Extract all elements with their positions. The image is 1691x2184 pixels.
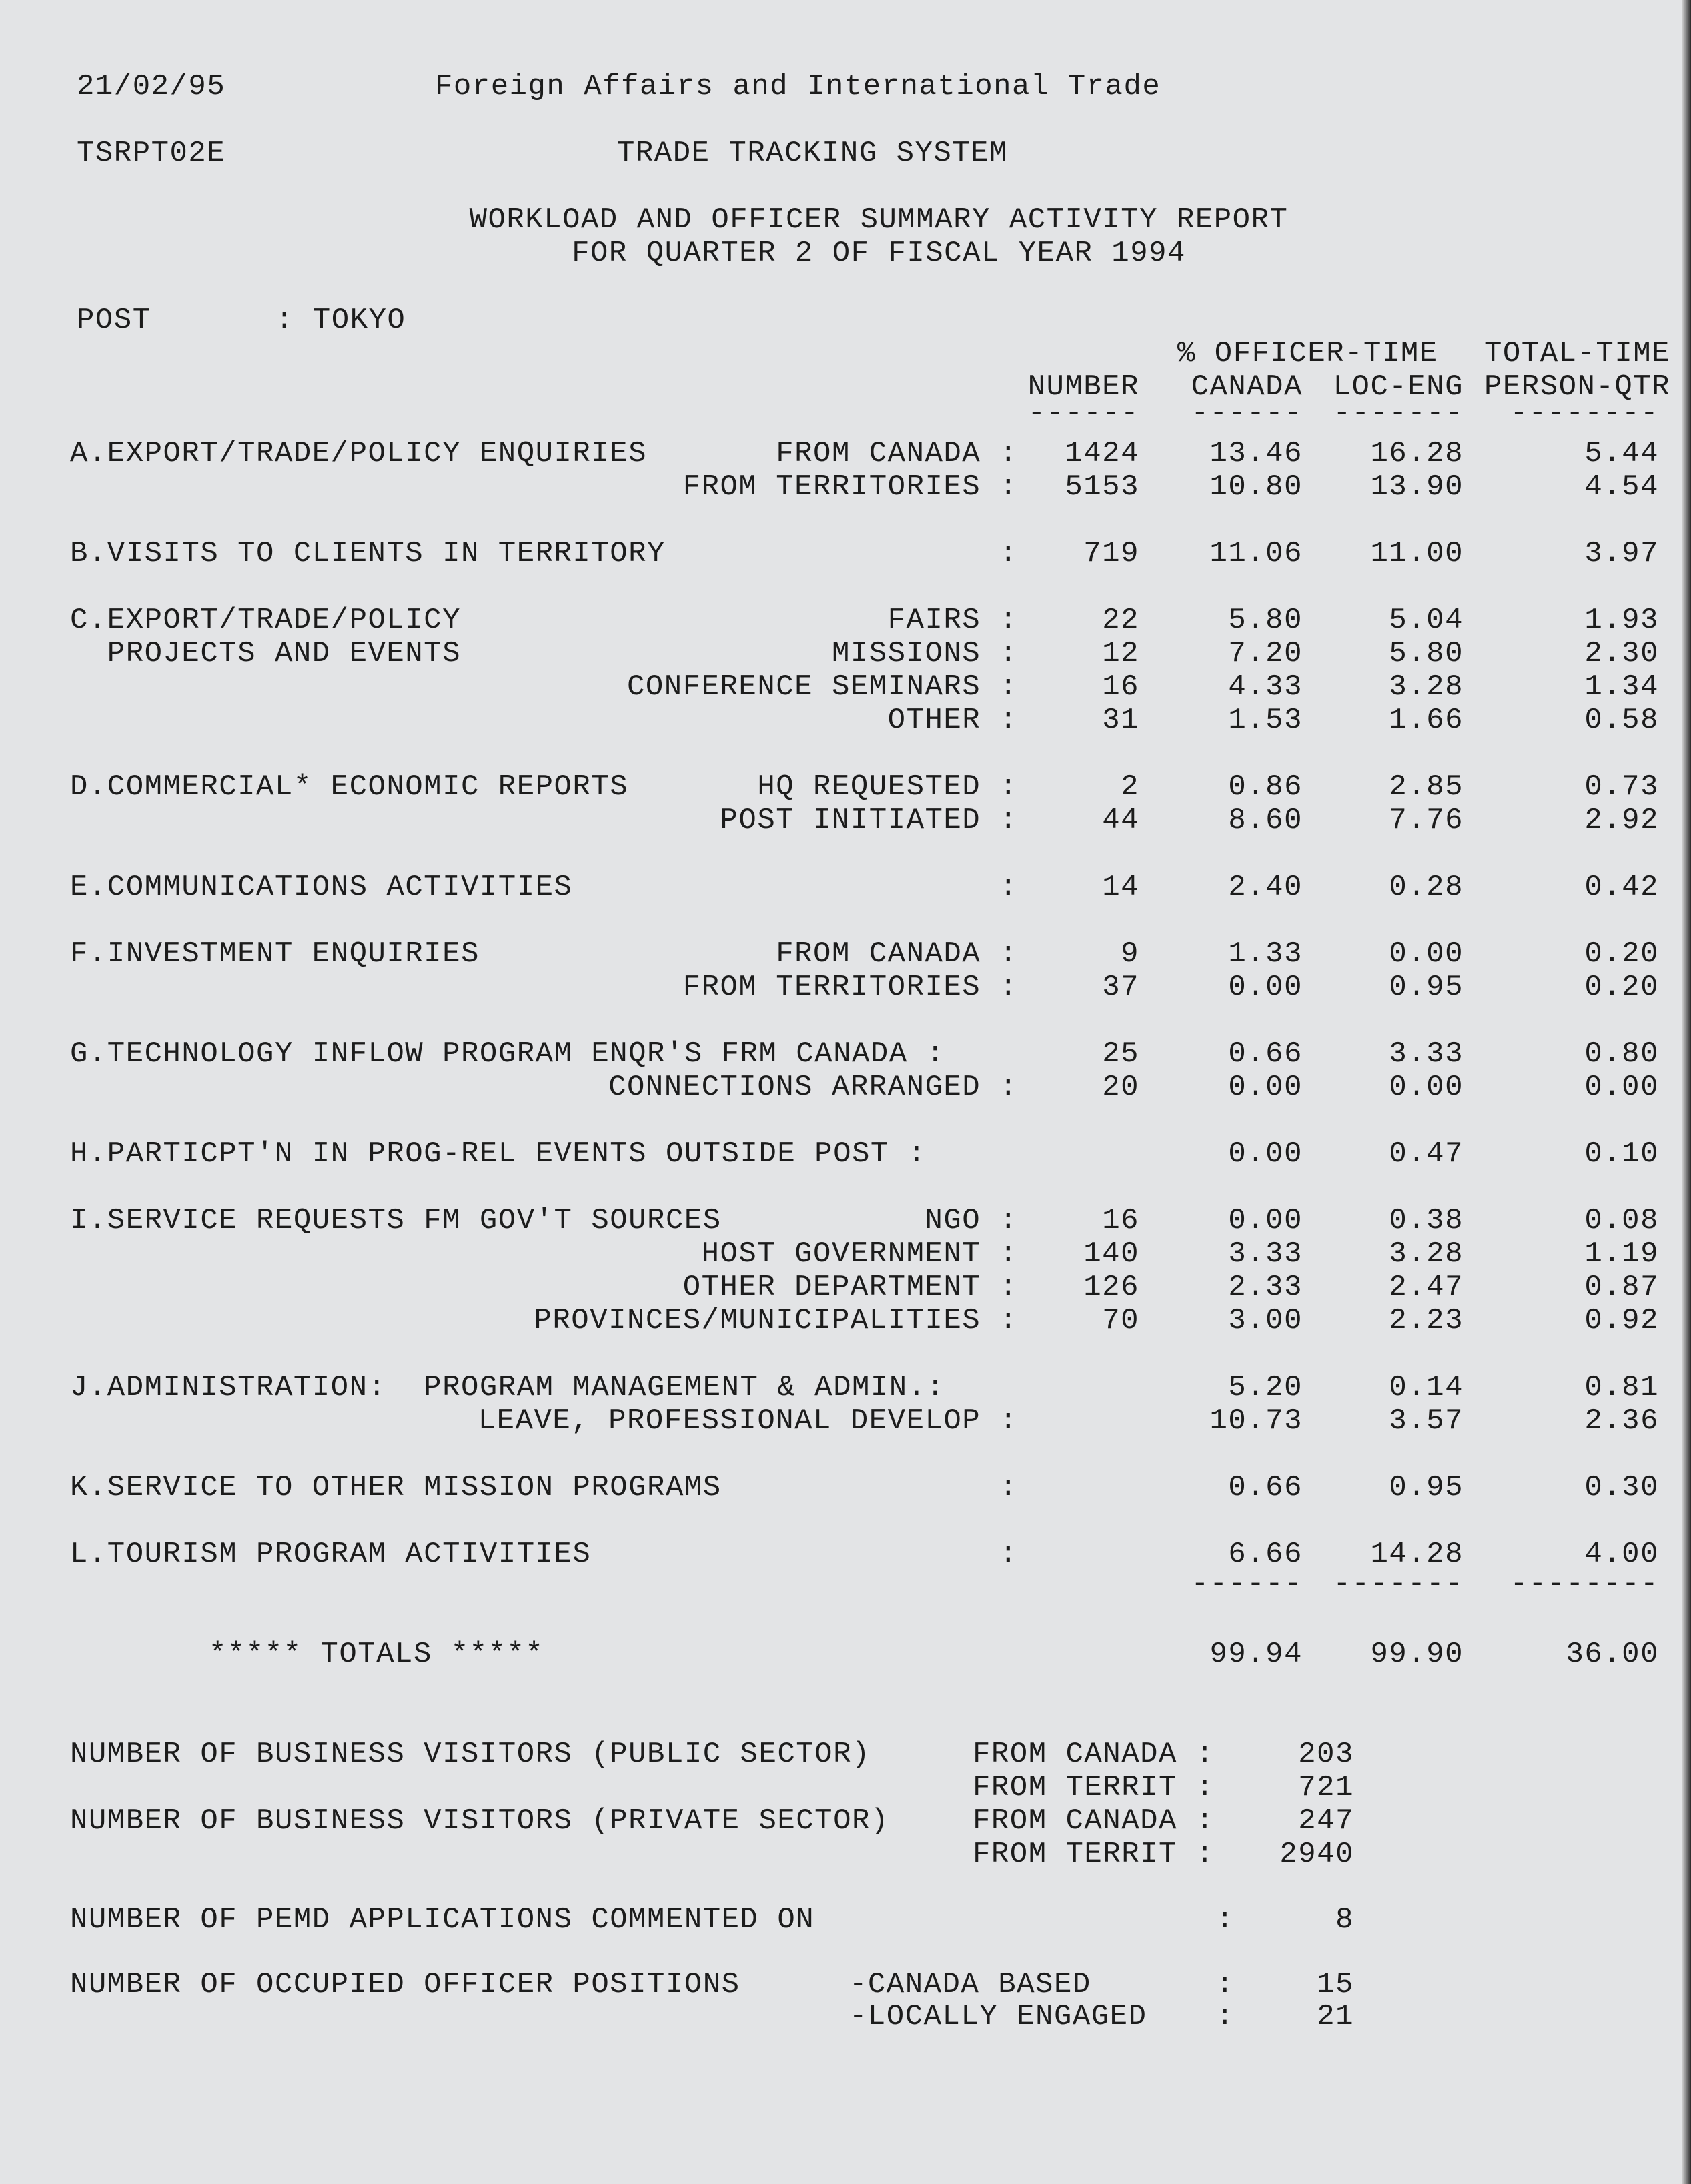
row-canada-pct: 11.06	[1209, 537, 1303, 570]
row-loc-eng-pct: 1.66	[1389, 704, 1464, 737]
pemd-value: 8	[1335, 1903, 1354, 1937]
row-loc-eng-pct: 3.28	[1389, 670, 1464, 704]
row-subcategory: MISSIONS :	[831, 637, 1018, 670]
locally-engaged-colon: :	[1216, 2000, 1235, 2033]
row-number: 31	[1102, 704, 1139, 737]
pemd-colon: :	[1216, 1903, 1235, 1937]
private-from-territ-value: 2940	[1279, 1838, 1354, 1871]
row-loc-eng-pct: 5.04	[1389, 604, 1464, 637]
rule-number: ------	[1027, 397, 1139, 430]
row-category: K.SERVICE TO OTHER MISSION PROGRAMS	[70, 1471, 722, 1504]
row-canada-pct: 0.66	[1228, 1471, 1303, 1504]
row-category: J.ADMINISTRATION: PROGRAM MANAGEMENT & ADMIN.:	[70, 1371, 945, 1404]
department-name: Foreign Affairs and International Trade	[435, 70, 1161, 103]
row-canada-pct: 5.20	[1228, 1371, 1303, 1404]
row-canada-pct: 2.33	[1228, 1271, 1303, 1304]
row-canada-pct: 2.40	[1228, 871, 1303, 904]
row-number: 16	[1102, 1204, 1139, 1237]
private-from-canada-label: FROM CANADA :	[973, 1804, 1215, 1838]
row-subcategory: HQ REQUESTED :	[757, 770, 1018, 804]
column-person-qtr: PERSON-QTR	[1484, 370, 1671, 404]
canada-based-label: -CANADA BASED	[849, 1968, 1091, 2001]
row-subcategory: FROM TERRITORIES :	[682, 470, 1018, 504]
row-subcategory: LEAVE, PROFESSIONAL DEVELOP :	[478, 1404, 1018, 1438]
totals-rule-loc-eng: -------	[1333, 1568, 1464, 1601]
row-number: 70	[1102, 1304, 1139, 1337]
post-value: : TOKYO	[275, 304, 406, 337]
row-person-qtr: 5.44	[1584, 437, 1659, 470]
row-canada-pct: 0.86	[1228, 770, 1303, 804]
row-person-qtr: 2.92	[1584, 804, 1659, 837]
column-number: NUMBER	[1027, 370, 1139, 404]
row-person-qtr: 0.42	[1584, 871, 1659, 904]
row-canada-pct: 7.20	[1228, 637, 1303, 670]
public-from-canada-value: 203	[1298, 1738, 1354, 1771]
row-person-qtr: 3.97	[1584, 537, 1659, 570]
totals-loc-eng: 99.90	[1370, 1638, 1464, 1671]
row-canada-pct: 10.73	[1209, 1404, 1303, 1438]
row-number: 22	[1102, 604, 1139, 637]
row-subcategory: OTHER DEPARTMENT :	[682, 1271, 1018, 1304]
row-person-qtr: 0.58	[1584, 704, 1659, 737]
row-number: 16	[1102, 670, 1139, 704]
row-person-qtr: 4.00	[1584, 1538, 1659, 1571]
row-canada-pct: 1.53	[1228, 704, 1303, 737]
row-loc-eng-pct: 0.38	[1389, 1204, 1464, 1237]
row-person-qtr: 0.92	[1584, 1304, 1659, 1337]
column-loc-eng: LOC-ENG	[1333, 370, 1464, 404]
row-person-qtr: 0.80	[1584, 1037, 1659, 1071]
row-subcategory: CONNECTIONS ARRANGED :	[608, 1071, 1018, 1104]
row-person-qtr: 1.19	[1584, 1237, 1659, 1271]
row-subcategory: FROM CANADA :	[776, 937, 1018, 971]
row-loc-eng-pct: 0.95	[1389, 1471, 1464, 1504]
row-subcategory: FROM CANADA :	[776, 437, 1018, 470]
page-edge-shadow	[1682, 0, 1691, 2184]
locally-engaged-value: 21	[1317, 2000, 1354, 2033]
row-loc-eng-pct: 14.28	[1370, 1538, 1464, 1571]
totals-person-qtr: 36.00	[1566, 1638, 1659, 1671]
row-subcategory: POST INITIATED :	[720, 804, 1018, 837]
officer-time-header: % OFFICER-TIME	[1177, 337, 1438, 370]
row-subcategory: FROM TERRITORIES :	[682, 971, 1018, 1004]
row-person-qtr: 0.00	[1584, 1071, 1659, 1104]
row-canada-pct: 3.33	[1228, 1237, 1303, 1271]
row-person-qtr: 0.10	[1584, 1137, 1659, 1171]
row-category: A.EXPORT/TRADE/POLICY ENQUIRIES	[70, 437, 648, 470]
row-loc-eng-pct: 11.00	[1370, 537, 1464, 570]
row-number: 25	[1102, 1037, 1139, 1071]
row-subcategory: PROVINCES/MUNICIPALITIES :	[534, 1304, 1018, 1337]
row-category: F.INVESTMENT ENQUIRIES	[70, 937, 480, 971]
column-canada: CANADA	[1191, 370, 1303, 404]
public-from-territ-value: 721	[1298, 1771, 1354, 1804]
row-loc-eng-pct: 0.28	[1389, 871, 1464, 904]
row-number: 37	[1102, 971, 1139, 1004]
row-canada-pct: 0.66	[1228, 1037, 1303, 1071]
totals-label: ***** TOTALS *****	[209, 1638, 544, 1671]
rule-person-qtr: --------	[1510, 397, 1659, 430]
row-category: D.COMMERCIAL* ECONOMIC REPORTS	[70, 770, 629, 804]
row-loc-eng-pct: 2.85	[1389, 770, 1464, 804]
row-person-qtr: 2.36	[1584, 1404, 1659, 1438]
report-title: WORKLOAD AND OFFICER SUMMARY ACTIVITY REPORT	[469, 203, 1289, 237]
row-number: 2	[1121, 770, 1139, 804]
totals-rule-person-qtr: --------	[1510, 1568, 1659, 1601]
row-subcategory: :	[999, 1538, 1018, 1571]
row-person-qtr: 0.81	[1584, 1371, 1659, 1404]
rule-loc-eng: -------	[1333, 397, 1464, 430]
row-person-qtr: 0.20	[1584, 971, 1659, 1004]
private-from-territ-label: FROM TERRIT :	[973, 1838, 1215, 1871]
row-person-qtr: 1.93	[1584, 604, 1659, 637]
row-person-qtr: 2.30	[1584, 637, 1659, 670]
row-subcategory: OTHER :	[887, 704, 1018, 737]
row-number: 5153	[1065, 470, 1139, 504]
row-number: 1424	[1065, 437, 1139, 470]
row-loc-eng-pct: 0.00	[1389, 1071, 1464, 1104]
row-number: 12	[1102, 637, 1139, 670]
row-canada-pct: 10.80	[1209, 470, 1303, 504]
row-number: 9	[1121, 937, 1139, 971]
row-loc-eng-pct: 5.80	[1389, 637, 1464, 670]
row-canada-pct: 13.46	[1209, 437, 1303, 470]
system-name: TRADE TRACKING SYSTEM	[617, 137, 1008, 170]
row-canada-pct: 5.80	[1228, 604, 1303, 637]
rule-canada: ------	[1191, 397, 1303, 430]
canada-based-colon: :	[1216, 1968, 1235, 2001]
row-loc-eng-pct: 16.28	[1370, 437, 1464, 470]
row-loc-eng-pct: 2.23	[1389, 1304, 1464, 1337]
row-person-qtr: 0.30	[1584, 1471, 1659, 1504]
row-category: B.VISITS TO CLIENTS IN TERRITORY	[70, 537, 666, 570]
locally-engaged-label: -LOCALLY ENGAGED	[849, 2000, 1147, 2033]
row-category: PROJECTS AND EVENTS	[70, 637, 461, 670]
row-number: 719	[1083, 537, 1139, 570]
row-number: 14	[1102, 871, 1139, 904]
row-category: E.COMMUNICATIONS ACTIVITIES	[70, 871, 573, 904]
totals-canada: 99.94	[1209, 1638, 1303, 1671]
row-category: H.PARTICPT'N IN PROG-REL EVENTS OUTSIDE POST :	[70, 1137, 927, 1171]
positions-label: NUMBER OF OCCUPIED OFFICER POSITIONS	[70, 1968, 740, 2001]
report-date: 21/02/95	[77, 70, 226, 103]
row-subcategory: NGO :	[925, 1204, 1018, 1237]
row-canada-pct: 6.66	[1228, 1538, 1303, 1571]
row-number: 140	[1083, 1237, 1139, 1271]
row-category: L.TOURISM PROGRAM ACTIVITIES	[70, 1538, 592, 1571]
row-number: 20	[1102, 1071, 1139, 1104]
row-loc-eng-pct: 0.95	[1389, 971, 1464, 1004]
row-canada-pct: 4.33	[1228, 670, 1303, 704]
private-visitors-label: NUMBER OF BUSINESS VISITORS (PRIVATE SECTOR)	[70, 1804, 889, 1838]
post-label: POST	[77, 304, 151, 337]
row-person-qtr: 0.20	[1584, 937, 1659, 971]
row-loc-eng-pct: 0.47	[1389, 1137, 1464, 1171]
row-person-qtr: 0.87	[1584, 1271, 1659, 1304]
total-time-header: TOTAL-TIME	[1484, 337, 1671, 370]
row-loc-eng-pct: 2.47	[1389, 1271, 1464, 1304]
row-person-qtr: 4.54	[1584, 470, 1659, 504]
row-canada-pct: 0.00	[1228, 1137, 1303, 1171]
private-from-canada-value: 247	[1298, 1804, 1354, 1838]
public-from-canada-label: FROM CANADA :	[973, 1738, 1215, 1771]
row-person-qtr: 0.73	[1584, 770, 1659, 804]
canada-based-value: 15	[1317, 1968, 1354, 2001]
row-loc-eng-pct: 13.90	[1370, 470, 1464, 504]
row-category: G.TECHNOLOGY INFLOW PROGRAM ENQR'S FRM CANADA :	[70, 1037, 945, 1071]
row-canada-pct: 0.00	[1228, 1204, 1303, 1237]
row-canada-pct: 0.00	[1228, 971, 1303, 1004]
row-canada-pct: 8.60	[1228, 804, 1303, 837]
public-visitors-label: NUMBER OF BUSINESS VISITORS (PUBLIC SECTOR)	[70, 1738, 871, 1771]
row-category: C.EXPORT/TRADE/POLICY	[70, 604, 461, 637]
row-loc-eng-pct: 3.28	[1389, 1237, 1464, 1271]
row-category: I.SERVICE REQUESTS FM GOV'T SOURCES	[70, 1204, 722, 1237]
row-subcategory: HOST GOVERNMENT :	[701, 1237, 1018, 1271]
row-person-qtr: 0.08	[1584, 1204, 1659, 1237]
row-subcategory: FAIRS :	[887, 604, 1018, 637]
row-loc-eng-pct: 0.14	[1389, 1371, 1464, 1404]
row-loc-eng-pct: 0.00	[1389, 937, 1464, 971]
row-subcategory: :	[999, 1471, 1018, 1504]
row-loc-eng-pct: 3.33	[1389, 1037, 1464, 1071]
row-subcategory: CONFERENCE SEMINARS :	[627, 670, 1018, 704]
row-canada-pct: 0.00	[1228, 1071, 1303, 1104]
row-person-qtr: 1.34	[1584, 670, 1659, 704]
totals-rule-canada: ------	[1191, 1568, 1303, 1601]
row-canada-pct: 3.00	[1228, 1304, 1303, 1337]
row-loc-eng-pct: 3.57	[1389, 1404, 1464, 1438]
row-canada-pct: 1.33	[1228, 937, 1303, 971]
row-subcategory: :	[999, 871, 1018, 904]
public-from-territ-label: FROM TERRIT :	[973, 1771, 1215, 1804]
row-number: 44	[1102, 804, 1139, 837]
row-number: 126	[1083, 1271, 1139, 1304]
report-subtitle: FOR QUARTER 2 OF FISCAL YEAR 1994	[572, 237, 1186, 270]
row-loc-eng-pct: 7.76	[1389, 804, 1464, 837]
pemd-label: NUMBER OF PEMD APPLICATIONS COMMENTED ON	[70, 1903, 815, 1937]
row-subcategory: :	[999, 537, 1018, 570]
report-id: TSRPT02E	[77, 137, 226, 170]
